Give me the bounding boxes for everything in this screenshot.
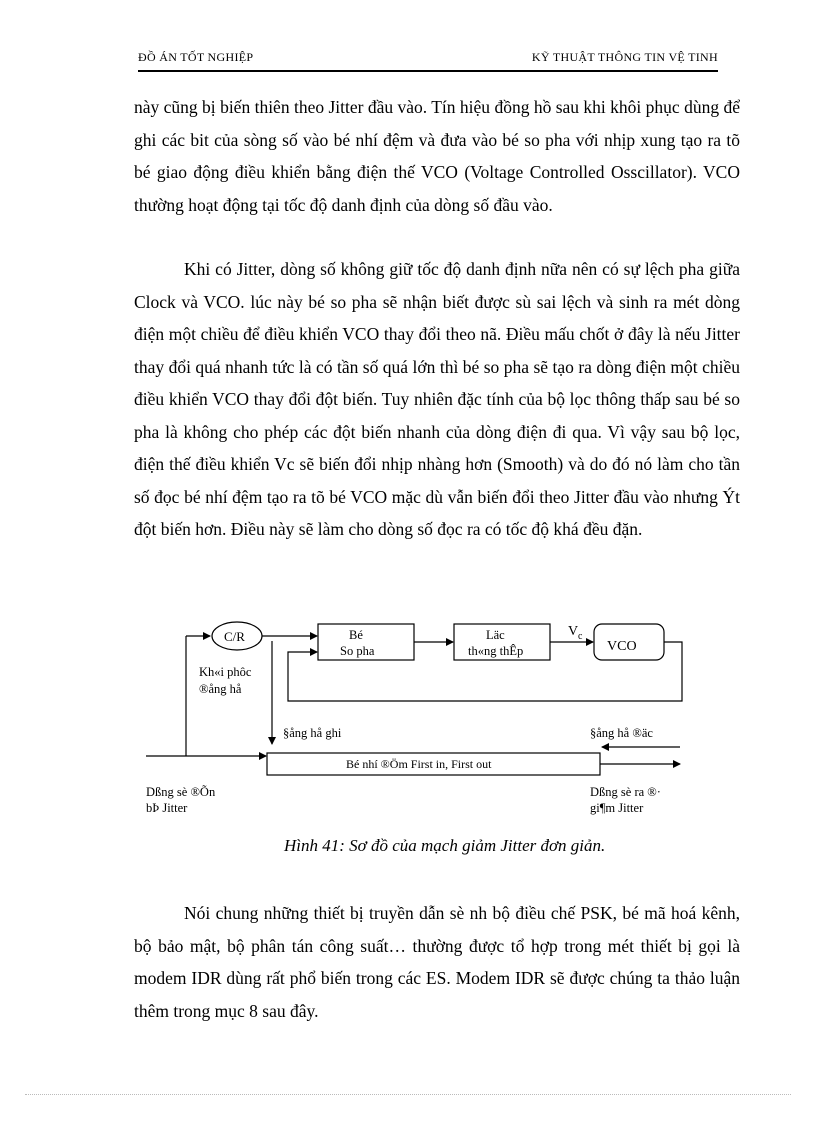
input-label-2: bÞ Jitter [146, 801, 188, 815]
filter-label-1: Läc [486, 628, 505, 642]
output-label-1: Dßng sè ra ®· [590, 785, 661, 799]
write-clock-label: §ång hå ghi [283, 726, 342, 740]
paragraph-3: Nói chung những thiết bị truyền dẫn sè nh bộ điều chế PSK, bé mã hoá kênh, bộ bảo mật, bộ phân tán công suất… thường được tổ hợp trong mét thiết bị gọi là modem IDR dùng rất phổ biến trong các ES. Modem IDR sẽ được chúng ta thảo luận thêm trong mục 8 sau đây. [134, 903, 740, 1021]
page-header [138, 48, 718, 72]
header-right-title: KỸ THUẬT THÔNG TIN VỆ TINH [531, 50, 718, 64]
input-label-1: Dßng sè ®Õn [146, 785, 216, 799]
paragraph-1: này cũng bị biến thiên theo Jitter đầu vào. Tín hiệu đồng hồ sau khi khôi phục dùng để ghi các bit của sòng số vào bé nhí đệm và đưa vào bé so pha với nhịp xung tạo ra tõ bé giao động điều khiển bằng điện thế VCO (Voltage Controlled Osscillator). VCO thường hoạt động tại tốc độ danh định của dòng số đầu vào. [134, 97, 740, 215]
footer-divider [25, 1094, 791, 1095]
vc-label: V [568, 624, 579, 639]
output-label-2: gi¶m Jitter [590, 801, 644, 815]
read-clock-label: §ång hå ®äc [590, 726, 653, 740]
vco-label: VCO [607, 639, 637, 654]
header-left-title: ĐỒ ÁN TỐT NGHIỆP [138, 50, 254, 64]
phase-label-1: Bé [349, 628, 363, 642]
figure-caption: Hình 41: Sơ đồ của mạch giảm Jitter đơn giản. [284, 836, 606, 855]
buffer-label: Bé nhí ®Öm First in, First out [346, 757, 492, 771]
jitter-reduction-diagram [0, 610, 816, 820]
paragraph-2: Khi có Jitter, dòng số không giữ tốc độ danh định nữa nên có sự lệch pha giữa Clock và VCO. lúc này bé so pha sẽ nhận biết được sù sai lệch và sinh ra mét dòng điện một chiều để điều khiển VCO thay đổi theo nã. Điều mấu chốt ở đây là nếu Jitter thay đổi quá nhanh tức là có tần số quá lớn thì bé so pha sẽ tạo ra dòng điện một chiều điều khiển VCO thay đổi đột biến. Tuy nhiên đặc tính của bộ lọc thông thấp sau bé so pha là không cho phép các đột biến nhanh của dòng điện đi qua. Vì vậy sau bộ lọc, điện thế điều khiển Vc sẽ biến đổi nhịp nhàng hơn (Smooth) và do đó nó làm cho tần số đọc bé nhí đệm tạo ra tõ bé VCO mặc dù vẫn biến đổi theo Jitter đầu vào nhưng Ýt đột biến hơn. Điều này sẽ làm cho dòng số đọc ra có tốc độ khá đều đặn. [134, 259, 740, 539]
recovery-label-1: Kh«i phôc [199, 665, 252, 679]
vc-subscript: c [578, 631, 583, 642]
cr-label: C/R [224, 629, 245, 644]
filter-label-2: th«ng thÊp [468, 644, 524, 658]
recovery-label-2: ®ång hå [199, 682, 242, 696]
phase-label-2: So pha [340, 644, 375, 658]
